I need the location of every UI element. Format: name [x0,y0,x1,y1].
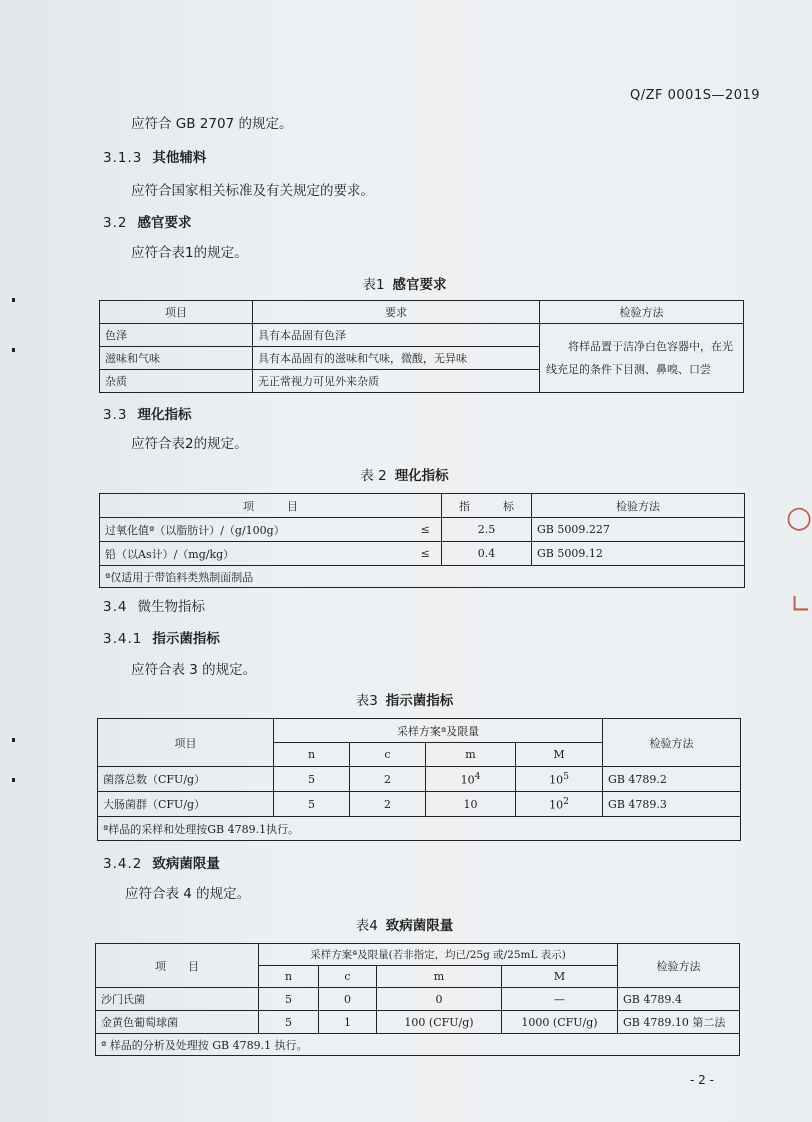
caption-number: 表4 [355,918,378,934]
item-cell: 沙门氏菌 [96,988,259,1011]
caption-title: 理化指标 [394,468,449,484]
table-4-caption [0,914,809,934]
section-3-4-2-heading [103,852,220,872]
M-exponent: 5 [563,771,569,783]
n-cell: 5 [259,1011,319,1034]
M-value: 10 [549,798,564,812]
section-3-4-heading [103,595,205,615]
M-cell [516,767,603,792]
item-cell: 菌落总数（CFU/g） [98,767,274,792]
header-cell: 检验方法 [603,719,741,767]
header-cell: 采样方案ª及限量 [274,719,603,743]
standard-code: Q/ZF 0001S—2019 [630,88,761,103]
subheader-cell: n [274,743,350,767]
m-value: 10 [460,773,475,787]
section-number: 3.4.1 [103,631,143,647]
m-cell: 100 (CFU/g) [377,1011,502,1034]
table-note: ª 样品的分析及处理按 GB 4789.1 执行。 [96,1034,740,1056]
table-note-row [98,817,741,841]
table-3-indicator-bacteria [97,718,741,841]
m-exponent: 4 [474,771,481,783]
value-cell: 2.5 [442,518,532,542]
table-header-row [100,301,744,324]
value-cell: 0.4 [442,542,532,566]
caption-title: 致病菌限量 [385,918,454,934]
table-row [100,518,745,542]
subheader-cell: c [350,743,426,767]
item-cell: 色泽 [100,324,253,347]
method-cell: GB 4789.2 [603,767,741,792]
requirement-cell: 具有本品固有色泽 [253,324,540,347]
header-cell: 要求 [253,301,540,324]
item-cell: 杂质 [100,370,253,393]
subheader-cell: M [516,743,603,767]
caption-number: 表3 [355,693,378,709]
caption-title: 感官要求 [392,277,447,293]
section-3-4-1-text: 应符合表 3 的规定。 [131,662,257,678]
table-note-row [100,566,745,588]
n-cell: 5 [274,767,350,792]
punch-mark [12,738,15,742]
punch-mark [12,348,15,352]
section-3-1-3-heading [103,146,206,166]
section-3-1-3-text: 应符合国家相关标准及有关规定的要求。 [131,183,374,199]
M-exponent: 2 [563,796,569,808]
subheader-cell: n [259,966,319,988]
header-cell: 指 标 [442,494,532,518]
c-cell: 0 [319,988,377,1011]
requirement-cell: 无正常视力可见外来杂质 [253,370,540,393]
table-1-sensory [99,300,744,393]
m-cell [426,767,516,792]
table-4-pathogen-limits [95,943,740,1056]
m-cell [426,792,516,817]
punch-mark [12,778,15,782]
m-cell: 0 [377,988,502,1011]
table-row [98,792,741,817]
section-title: 指示菌指标 [152,631,220,647]
n-cell: 5 [274,792,350,817]
header-cell: 项 目 [96,944,259,988]
item-cell: 铅（以As计）/（mg/kg） [100,542,410,566]
method-cell: GB 5009.227 [532,518,745,542]
table-header-row [98,719,741,743]
c-cell: 2 [350,767,426,792]
table-header-row [100,494,745,518]
header-cell: 项目 [100,301,253,324]
section-3-4-2-text: 应符合表 4 的规定。 [125,886,251,902]
item-cell: 滋味和气味 [100,347,253,370]
item-cell: 金黄色葡萄球菌 [96,1011,259,1034]
header-cell: 项目 [98,719,274,767]
section-title: 致病菌限量 [152,856,220,872]
subheader-cell: c [319,966,377,988]
section-number: 3.4.2 [103,856,143,872]
requirement-cell: 具有本品固有的滋味和气味，微酸，无异味 [253,347,540,370]
method-cell: GB 4789.3 [603,792,741,817]
n-cell: 5 [259,988,319,1011]
table-row [98,767,741,792]
M-value: 10 [549,773,564,787]
section-3-3-text: 应符合表2的规定。 [131,436,248,452]
caption-title: 指示菌指标 [385,693,454,709]
section-title: 理化指标 [137,407,192,423]
table-row [100,324,744,347]
intro-line: 应符合 GB 2707 的规定。 [131,116,293,132]
caption-number: 表 2 [360,468,387,484]
header-cell: 采样方案ª及限量(若非指定，均已/25g 或/25mL 表示) [259,944,618,966]
operator-cell: ≤ [410,518,442,542]
caption-number: 表1 [362,277,385,293]
table-3-caption [0,689,809,709]
subheader-cell: m [377,966,502,988]
method-cell: GB 4789.10 第二法 [618,1011,740,1034]
table-note-row [96,1034,740,1056]
section-number: 3.2 [103,215,128,231]
section-number: 3.4 [103,599,128,615]
item-cell: 过氧化值ª（以脂肪计）/（g/100g） [100,518,410,542]
subheader-cell: M [502,966,618,988]
method-cell: 将样品置于洁净白色容器中，在光线充足的条件下目测、鼻嗅、口尝 [540,324,744,393]
table-note: ª样品的采样和处理按GB 4789.1执行。 [98,817,741,841]
section-3-2-text: 应符合表1的规定。 [131,245,248,261]
table-2-caption [0,464,809,484]
page-number: - 2 - [690,1073,714,1087]
header-cell: 检验方法 [618,944,740,988]
c-cell: 1 [319,1011,377,1034]
section-3-2-heading [103,211,191,231]
table-row [96,988,740,1011]
table-1-caption [0,273,809,293]
table-header-row [96,944,740,966]
method-cell: GB 5009.12 [532,542,745,566]
red-seal-fragment: ○ [786,500,812,535]
table-row [96,1011,740,1034]
header-cell: 检验方法 [540,301,744,324]
section-3-4-1-heading [103,627,220,647]
subheader-cell: m [426,743,516,767]
table-row [100,542,745,566]
M-cell: 1000 (CFU/g) [502,1011,618,1034]
section-title: 其他辅料 [152,150,207,166]
table-note: ª仅适用于带馅料类熟制面制品 [100,566,745,588]
M-cell [516,792,603,817]
section-title: 感官要求 [137,215,192,231]
table-2-physicochemical [99,493,745,588]
method-cell: GB 4789.4 [618,988,740,1011]
operator-cell: ≤ [410,542,442,566]
section-number: 3.1.3 [103,150,143,166]
header-cell: 项 目 [100,494,442,518]
M-cell: — [502,988,618,1011]
red-seal-fragment: ∟ [790,590,812,620]
punch-mark [12,298,15,302]
section-3-3-heading [103,403,191,423]
header-cell: 检验方法 [532,494,745,518]
section-number: 3.3 [103,407,128,423]
c-cell: 2 [350,792,426,817]
section-title: 微生物指标 [137,599,205,615]
item-cell: 大肠菌群（CFU/g） [98,792,274,817]
m-value: 10 [463,797,478,811]
